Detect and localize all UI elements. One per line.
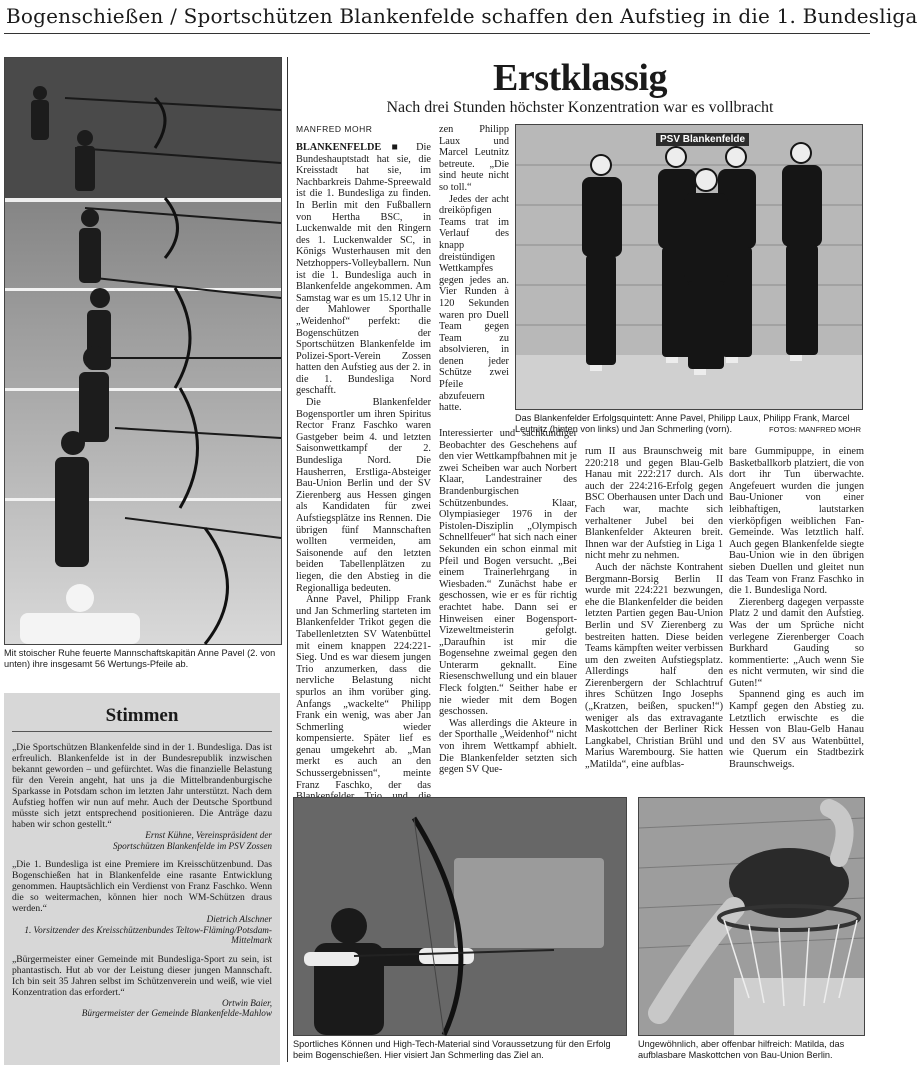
paragraph: bare Gummipuppe, in einem Basketballkorb platziert, die von dort ihr Tun überwachte. Angefeuert wurden die jungen Bau-Unioner von einer leibhaftigen, lautstarken vierköpfigen weiblichen Fan-Gemeinde. Was letztlich half. Auch gegen Blankenfelde siegte Bau-Union wie in den übrigen sieben Duellen und gleitet nun das Team von Franz Faschko in die 1. Bundesliga Nord. — [729, 446, 864, 597]
top-rule — [4, 33, 870, 34]
quote-author: Ortwin Baier, — [221, 997, 272, 1008]
mascot-illustration — [639, 798, 864, 1035]
paragraph: zen Philipp Laux und Marcel Leutnitz betreute. „Die sind heute nicht so toll.“ — [439, 124, 509, 193]
archers-illustration — [5, 58, 281, 644]
archers-caption: Mit stoischer Ruhe feuerte Mannschaftskapitän Anne Pavel (2. von unten) ihre insgesamt 56 Wertungs-Pfeile ab. — [4, 648, 276, 669]
paragraph: Anne Pavel, Philipp Frank und Jan Schmerling starteten im Blankenfelder Trikot gegen die Tabellenletzten SV Watenbüttel mit einem knappen 224:221-Sieg. Und es war diesem jungen Trio anzumerken, dass die nervliche Belastung nicht spurlos an ihm vorüber ging. Anfangs „wackelte“ Philipp Frank ein wenig, was aber Jan Schmerling wieder kompensierte. Später lief es genau umgekehrt ab. „Man merkt es auch an den Schussergebnissen“, meinte Franz Faschko, der das — [296, 594, 431, 791]
article-headline: Erstklassig — [493, 57, 667, 99]
mascot-caption: Ungewöhnlich, aber offenbar hilfreich: Matilda, das aufblasbare Maskottchen von Bau-Union Berlin. — [638, 1039, 845, 1060]
paragraph: Spannend ging es auch im Kampf gegen den Abstieg zu. Letztlich erwischte es die Hessen von Blau-Gelb Hanau und den SV aus Watenbüttel, wie Querum ein Stadtbezirk Braunschweigs. — [729, 689, 864, 771]
paragraph: Was allerdings die Akteure in der Sporthalle „Weidenhof“ nicht von ihrem Wettkampf abhielt. Die Blankenfelder setzten sich gegen SV Que- — [439, 717, 577, 776]
mascot-photo — [638, 797, 865, 1036]
stimmen-title: Stimmen — [105, 705, 179, 726]
quote-text: „Die Sportschützen Blankenfelde sind in der 1. Bundesliga. Das ist erfreulich. Blankenfelde ist in der Bundesrepublik inzwischen bekannt geworden – und gefürchtet. Was die finanzielle Belastung für den Verein angeht, hat uns ja die Mittelbrandenburgische Sparkasse in Potsdam schon im letzten Jahr unterstützt. Nach dem Aufstieg hoffen wir nun auf mehr. Auch der Deutsche Sportbund müsste sich jetzt entsprechend positionieren. Die Anträge dazu haben wir schon gestellt.“ — [12, 742, 272, 830]
dateline: BLANKENFELDE — [296, 142, 382, 153]
quote-author: Ernst Kühne, Vereinspräsident der — [145, 830, 272, 840]
article-subheadline: Nach drei Stunden höchster Konzentration war es vollbracht — [386, 99, 774, 116]
quote-role: Bürgermeister der Gemeinde Blankenfelde-Mahlow — [81, 1008, 272, 1018]
team-caption-text: Das Blankenfelder Erfolgsquintett: Anne Pavel, Philipp Laux, Philipp Frank, Marcel Leutnitz (hinten von links) und Jan Schmerling (vorn). — [515, 413, 850, 434]
article-column-2b — [439, 428, 577, 790]
section-kicker: Bogenschießen / Sportschützen Blankenfelde schaffen den Aufstieg in die 1. Bundesliga — [6, 4, 918, 28]
team-illustration — [516, 125, 862, 409]
quote-text: „Bürgermeister einer Gemeinde mit Bundesliga-Sport zu sein, ist phantastisch. Hut ab vor der Leistung dieser jungen Mannschaft. Ich bin seit 35 Jahren selbst im Schützenverein und weiß, wie viel Konzentration das erfordert.“ — [12, 953, 272, 998]
photo-credit: FOTOS: MANFRED MOHR — [769, 425, 861, 434]
quote-text: „Die 1. Bundesliga ist eine Premiere im Kreisschützenbund. Das Bogenschießen hat in Blankenfelde eine rasante Entwicklung genommen. Hauptsächlich ein Verdienst von Franz Faschko. Wenn die so weitermachen, können hier noch WM-Schützen draus werden.“ — [12, 859, 272, 914]
article-column-2a — [439, 124, 509, 424]
paragraph: Jedes der acht dreiköpfigen Teams trat im Verlauf des knapp dreistündigen Wettkampfes gegen jedes an. Vier Runden à 120 Sekunden waren pro Duell Team gegen Team zu absolvieren, in denen jeder Schütze zwei Pfeile abzufeuern hatte. — [439, 193, 509, 414]
quote-role: 1. Vorsitzender des Kreisschützenbundes Teltow-Fläming/Potsdam-Mittelmark — [24, 924, 272, 945]
paragraph: Interessierter und sachkundiger Beobachter des Geschehens auf den vier Wettkampfbahnen mit je zwei Scheiben war auch Norbert Klaar, Landestrainer des Brandenburgischen Schützenbundes. Klaar, Olympiasieger 1976 in der Pistolen-Disziplin „Olympisch Schnellfeuer“ hat sich nach einer Sekunden ein schon einmal mit Pfeil und Bogen versucht. „Bei einem Trainerlehrgang in Wiesbaden.“ Zunächst habe er geschossen, wie er es für richtig erachtet habe. Dann sei er Hinweisen einer Bogensport-Vizeweltmeisterin gefolgt. „Daraufhin ist mir die Bogensehne zweimal gegen den Unterarm geknallt. Eine Riesenschwellung und ein blauer Fleck folgten.“ Seither habe er nie wieder mit dem Bogen geschossen. — [439, 428, 577, 718]
paragraph: Die Blankenfelder Bogensportler um ihren Spiritus Rector Franz Faschko waren Gastgeber beim 4. und letzten Saisonwettkampf der 2. Bundesliga Nord. Die Hausherren, Erstliga-Absteiger Bau-Union Berlin und der SV Zierenberg aus Hessen gingen als Kandidaten für zwei Aufstiegsplätze ins Rennen. Die übrigen fünf Mannschaften wollten vermeiden, am Saisonende auf den letzten beiden Tabellenplätzen zu liegen, die den Abstieg in die Regionalliga bedeuten. — [296, 397, 431, 594]
article-column-3 — [585, 446, 723, 790]
article-column-1 — [296, 142, 431, 790]
aiming-photo — [293, 797, 627, 1036]
stimmen-rule — [12, 731, 272, 732]
quote-role: Sportschützen Blankenfelde im PSV Zossen — [112, 840, 272, 851]
paragraph: ■ Die Bundeshauptstadt hat sie, die Kreisstadt hat sie, im Nachbarkreis Dahme-Spreewald ist die 1. Bundesliga zu finden. In Berlin mit den Fußballern von Hertha BSC, in Luckenwalde mit den Ringern des 1. Luckenwalder SC, in Königs Wusterhausen mit den Netzhoppers-Volleyballern. Nun ist die 1. Bundesliga auch in Blankenfelde angekommen. Am Samstag war es um 15.12 Uhr in der Mahlower Sporthalle „Weidenhof“ perfekt: die Bogenschützen der Sportschützen Blankenfelde im Polizei-Sport-Verein Zossen hatten den Aufstieg aus der 2. in die 1. Bundesliga Nord geschafft. — [296, 142, 431, 397]
stimmen-box — [4, 693, 280, 1065]
aiming-illustration — [294, 798, 626, 1035]
paragraph: Zierenberg dagegen verpasste Platz 2 und damit den Aufstieg. Was der um Sprüche nicht verlegene Zierenberger Coach Burkhard Gauding so kommentierte: „Auch wenn Sie es nicht vermuten, wir sind die Guten!“ — [729, 596, 864, 689]
quote-attribution — [12, 914, 272, 946]
quote-author: Dietrich Alschner — [206, 914, 272, 924]
team-caption — [515, 413, 861, 435]
quote-attribution — [12, 998, 272, 1019]
team-photo — [515, 124, 863, 410]
paragraph: rum II aus Braunschweig mit 220:218 und gegen Blau-Gelb Hanau mit 222:217 durch. Als auch der 224:216-Erfolg gegen BSC Oberhausen unter Dach und Fach war, machte sich verhaltener Jubel bei den Blankenfelder Akteuren breit. Ihnen war der Aufstieg in Liga 1 nicht mehr zu nehmen. — [585, 446, 723, 562]
archers-photo — [4, 57, 282, 645]
paragraph: Auch der nächste Kontrahent Bergmann-Borsig Berlin II wurde mit 224:221 bezwungen, ehe die Blankenfelder die beiden letzten Partien gegen Bau-Union Berlin und SV Zierenberg zu bestreiten hatten. Diese beiden Teams kämpften weiter verbissen um den zweiten Aufstiegsplatz. Allerdings half den Zierenbergern der Schlachtruf ihres Schützen Ingo Josephs („Kratzen, beißen, spucken!“) weniger als das extravagante Maskottchen der Berliner Rick Langkabel, Christian Brühl und Marius Warembourg. Sie hatten „Matilda“, eine aufblas- — [585, 561, 723, 771]
byline: MANFRED MOHR — [296, 124, 373, 134]
quote-attribution — [12, 830, 272, 851]
team-banner: PSV Blankenfelde — [656, 133, 749, 146]
column-separator — [287, 57, 288, 1062]
article-column-4 — [729, 446, 864, 790]
aiming-caption: Sportliches Können und High-Tech-Material sind Voraussetzung für den Erfolg beim Bogenschießen. Hier visiert Jan Schmerling das Ziel an. — [293, 1039, 611, 1060]
